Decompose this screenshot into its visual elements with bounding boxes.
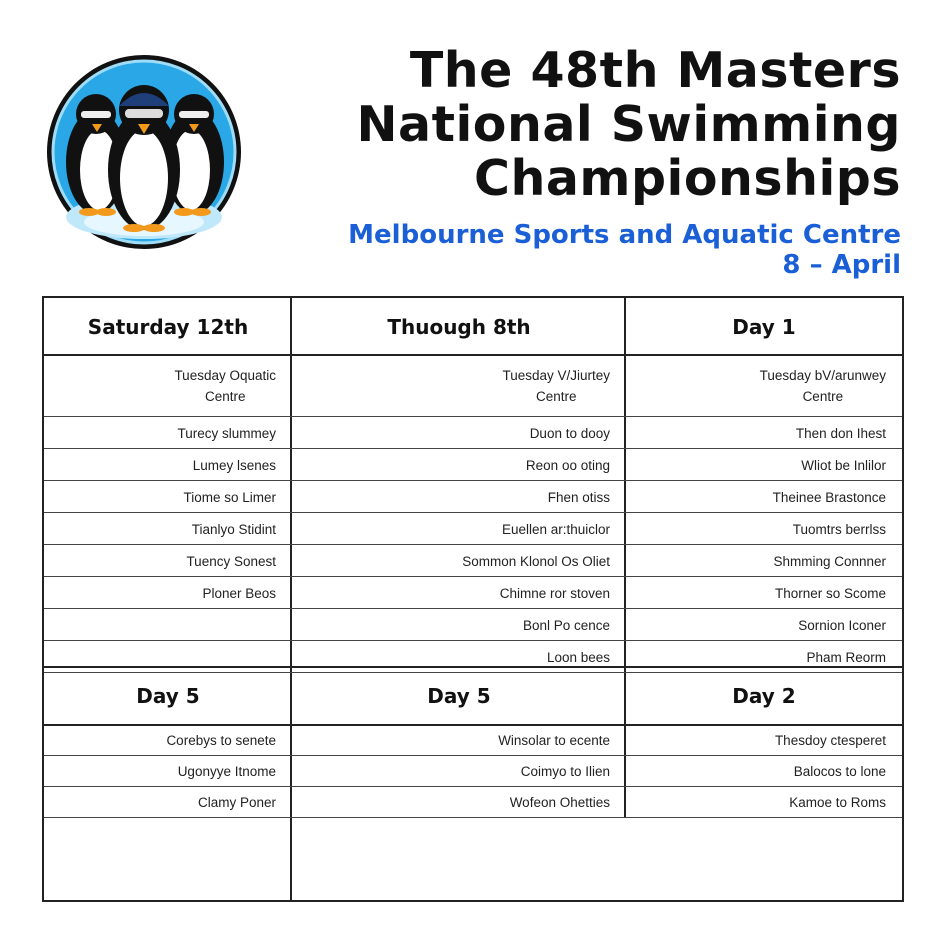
event-cell: Bonl Po cence [522,617,610,633]
event-cell [44,609,292,641]
event-cell: Sornion Iconer [798,617,886,633]
day-header: Day 5 [427,684,491,708]
event-cell: Duon to dooy [529,425,610,441]
event-cell: Lumey lsenes [192,457,276,473]
event-cell [292,355,626,417]
event-cell: Tuomtrs berrlss [792,521,886,537]
event-cell: Fhen otiss [547,489,610,505]
event-cell: Thesdoy ctesperet [774,733,886,748]
schedule-table [42,296,904,902]
penguins-logo-icon [44,52,244,252]
title-line: The 48th Masters [409,42,901,99]
event-cell: Tiome so Limer [183,489,276,505]
event-cell-line: Centre [204,389,246,404]
venue-line: Melbourne Sports and Aquatic Centre [348,220,901,250]
event-cell-line: Tuesday Oquatic [174,368,276,383]
event-cell: Theinee Brastonce [772,489,886,505]
event-cell: Turecy slummey [177,425,276,441]
event-cell-line: Centre [802,389,844,404]
date-line: 8 – April [782,250,901,280]
day-header: Day 1 [732,314,796,339]
event-cell: Thorner so Scome [774,585,886,601]
event-cell-line: Tuesday bV/arunwey [759,368,886,383]
event-cell [626,355,902,417]
row-divider [44,817,902,818]
day-header: Day 2 [732,684,796,708]
event-cell: Tianlyo Stidint [191,521,276,537]
day-header: Saturday 12th [87,314,249,339]
event-cell: Corebys to senete [166,733,276,748]
event-cell: Chimne ror stoven [499,585,610,601]
event-cell: Balocos to lone [793,764,886,779]
event-cell: Then don Ihest [795,425,886,441]
event-cell: Winsolar to ecente [498,733,610,748]
event-cell: Reon oo oting [525,457,610,473]
event-cell: Shmming Connner [773,553,886,569]
day-header: Thuough 8th [387,314,531,339]
event-cell: Clamy Poner [197,795,276,810]
event-cell: Kamoe to Roms [789,795,886,810]
event-cell: Pham Reorm [806,649,886,665]
event-cell: Euellen ar:thuiclor [501,521,610,537]
title-line: National Swimming [356,96,901,153]
event-cell [44,355,292,417]
event-cell: Ugonyye Itnome [177,764,276,779]
event-cell: Tuency Sonest [186,553,276,569]
event-subtitle [261,220,901,280]
event-cell: Wliot be Inlilor [801,457,886,473]
event-cell: Sommon Klonol Os Oliet [462,553,610,569]
title-line: Championships [474,150,901,207]
event-cell: Ploner Beos [202,585,276,601]
event-cell-line: Centre [535,389,577,404]
event-cell: Wofeon Ohetties [509,795,610,810]
day-header: Day 5 [136,684,200,708]
event-title [281,44,901,206]
event-cell: Loon bees [546,649,610,665]
event-cell: Coimyo to Ilien [520,764,610,779]
event-cell-line: Tuesday V/Jiurtey [502,368,610,383]
